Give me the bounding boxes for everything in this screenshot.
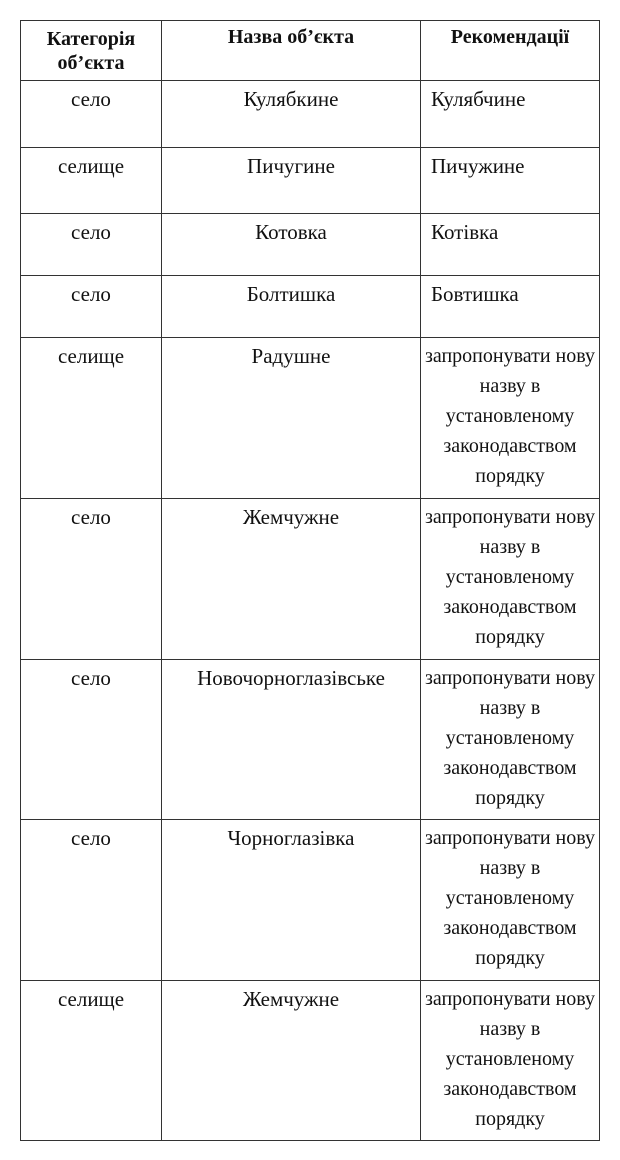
cell-category: село xyxy=(21,660,162,820)
cell-category: село xyxy=(21,820,162,981)
cell-category: село xyxy=(21,214,162,276)
cell-recommendation: Кулябчине xyxy=(421,81,600,148)
table-row xyxy=(21,338,600,499)
cell-recommendation: запропонувати нову назву в установленому законодавством порядку xyxy=(421,660,600,820)
table-row xyxy=(21,81,600,148)
cell-name: Чорноглазівка xyxy=(162,820,421,981)
renaming-recommendations-table xyxy=(20,20,600,1141)
cell-recommendation: Котівка xyxy=(421,214,600,276)
table-row xyxy=(21,214,600,276)
header-recommendation: Рекомендації xyxy=(421,21,600,81)
table-row xyxy=(21,148,600,214)
header-name: Назва об’єкта xyxy=(162,21,421,81)
table-row xyxy=(21,660,600,820)
cell-name: Новочорноглазівське xyxy=(162,660,421,820)
cell-category: село xyxy=(21,276,162,338)
table-row xyxy=(21,981,600,1141)
cell-recommendation: запропонувати нову назву в установленому законодавством порядку xyxy=(421,820,600,981)
header-category: Категорія об’єкта xyxy=(21,21,162,81)
cell-category: селище xyxy=(21,338,162,499)
cell-recommendation: запропонувати нову назву в установленому законодавством порядку xyxy=(421,981,600,1141)
cell-name: Болтишка xyxy=(162,276,421,338)
cell-category: селище xyxy=(21,981,162,1141)
cell-name: Жемчужне xyxy=(162,981,421,1141)
table-row xyxy=(21,276,600,338)
cell-category: селище xyxy=(21,148,162,214)
cell-category: село xyxy=(21,81,162,148)
cell-name: Кулябкине xyxy=(162,81,421,148)
table-header-row xyxy=(21,21,600,81)
table-row xyxy=(21,499,600,660)
cell-recommendation: Бовтишка xyxy=(421,276,600,338)
cell-recommendation: запропонувати нову назву в установленому законодавством порядку xyxy=(421,499,600,660)
cell-name: Жемчужне xyxy=(162,499,421,660)
cell-recommendation: запропонувати нову назву в установленому законодавством порядку xyxy=(421,338,600,499)
cell-category: село xyxy=(21,499,162,660)
cell-name: Пичугине xyxy=(162,148,421,214)
cell-recommendation: Пичужине xyxy=(421,148,600,214)
table-row xyxy=(21,820,600,981)
cell-name: Котовка xyxy=(162,214,421,276)
cell-name: Радушне xyxy=(162,338,421,499)
